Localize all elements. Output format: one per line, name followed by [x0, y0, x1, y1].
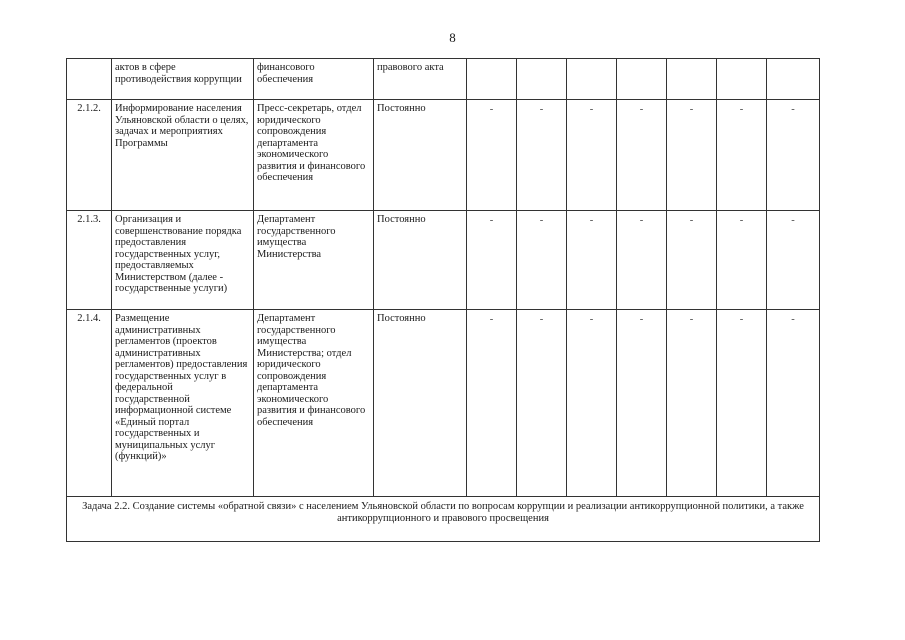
cell-description: Организация и совершенствование порядка предоставления государственных услуг, предоставляемых Министерством (далее - государственные услуги) — [112, 211, 254, 310]
cell-deadline: Постоянно — [374, 211, 467, 310]
cell-value: - — [767, 100, 820, 211]
program-measures-table — [66, 58, 820, 542]
cell-num: 2.1.4. — [67, 310, 112, 497]
cell-executor: Департамент государственного имущества Министерства — [254, 211, 374, 310]
cell-value: - — [667, 100, 717, 211]
cell-value: - — [667, 310, 717, 497]
cell-executor: финансового обеспечения — [254, 59, 374, 100]
cell-value — [767, 59, 820, 100]
cell-value: - — [567, 310, 617, 497]
cell-value: - — [717, 310, 767, 497]
cell-value — [517, 59, 567, 100]
cell-deadline: Постоянно — [374, 100, 467, 211]
cell-deadline: Постоянно — [374, 310, 467, 497]
cell-description: Размещение административных регламентов (проектов административных регламентов) предоставления государственных услуг в федеральной государственной информационной системе «Единый портал государственных и муниципальных услуг (функций)» — [112, 310, 254, 497]
cell-value — [667, 59, 717, 100]
cell-description: Информирование населения Ульяновской области о целях, задачах и мероприятиях Программы — [112, 100, 254, 211]
table-row-continuation — [67, 59, 820, 100]
cell-executor: Департамент государственного имущества Министерства; отдел юридического сопровождения департамента экономического развития и финансового обеспечения — [254, 310, 374, 497]
cell-value: - — [467, 100, 517, 211]
table-row-task-2-2 — [67, 497, 820, 542]
cell-value: - — [767, 211, 820, 310]
cell-value — [717, 59, 767, 100]
cell-executor: Пресс-секретарь, отдел юридического сопровождения департамента экономического развития и финансового обеспечения — [254, 100, 374, 211]
cell-value: - — [467, 310, 517, 497]
cell-num — [67, 59, 112, 100]
cell-description: актов в сфере противодействия коррупции — [112, 59, 254, 100]
cell-value: - — [567, 100, 617, 211]
cell-value: - — [517, 211, 567, 310]
cell-value: - — [617, 310, 667, 497]
cell-value — [617, 59, 667, 100]
table-row-2-1-3 — [67, 211, 820, 310]
cell-value: - — [567, 211, 617, 310]
cell-value: - — [767, 310, 820, 497]
table-row-2-1-2 — [67, 100, 820, 211]
cell-value: - — [517, 100, 567, 211]
cell-value: - — [617, 211, 667, 310]
cell-deadline: правового акта — [374, 59, 467, 100]
cell-value — [567, 59, 617, 100]
cell-num: 2.1.3. — [67, 211, 112, 310]
cell-value: - — [717, 100, 767, 211]
table-row-2-1-4 — [67, 310, 820, 497]
cell-value: - — [667, 211, 717, 310]
task-heading: Задача 2.2. Создание системы «обратной связи» с населением Ульяновской области по вопросам коррупции и реализации антикоррупционной политики, а также антикоррупционного и правового просвещения — [67, 497, 820, 542]
page-number: 8 — [449, 30, 456, 45]
cell-value — [467, 59, 517, 100]
cell-value: - — [467, 211, 517, 310]
cell-num: 2.1.2. — [67, 100, 112, 211]
cell-value: - — [617, 100, 667, 211]
cell-value: - — [717, 211, 767, 310]
cell-value: - — [517, 310, 567, 497]
